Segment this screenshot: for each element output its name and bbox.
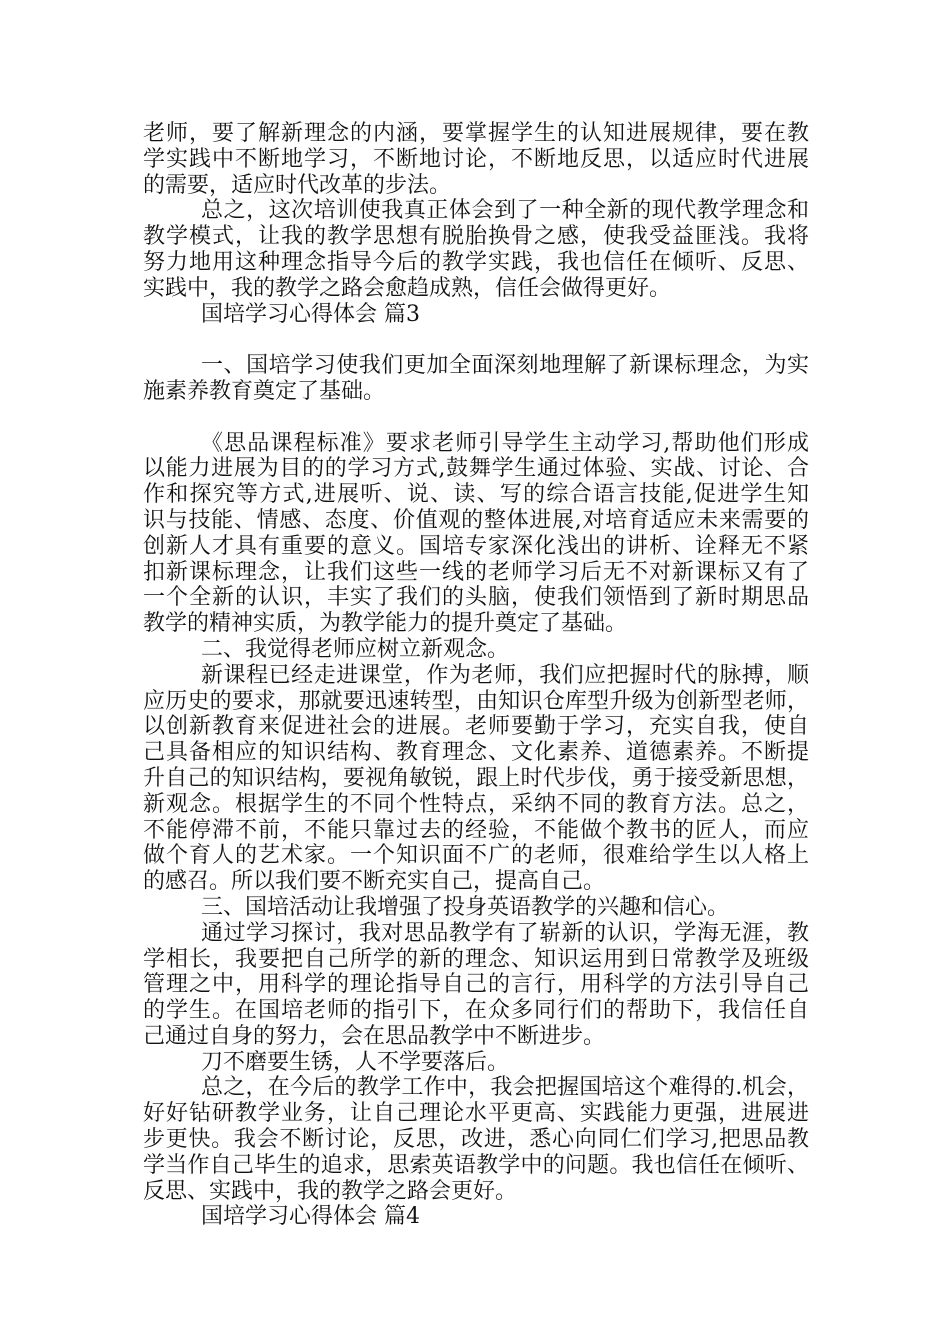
text-line: 总之，在今后的教学工作中，我会把握国培这个难得的.机会， xyxy=(201,1075,809,1101)
text-line: 识与技能、情感、态度、价值观的整体进展,对培育适应未来需要的 xyxy=(143,507,809,533)
text-line: 教学的精神实质，为教学能力的提升奠定了基础。 xyxy=(143,611,628,637)
text-line: 应历史的要求，那就要迅速转型，由知识仓库型升级为创新型老师， xyxy=(143,688,809,714)
text-line: 创新人才具有重要的意义。国培专家深化浅出的讲析、诠释无不紧 xyxy=(143,533,809,559)
text-line: 老师，要了解新理念的内涵，要掌握学生的认知进展规律，要在教 xyxy=(143,121,809,146)
text-line: 管理之中，用科学的理论指导自己的言行，用科学的方法引导自己 xyxy=(143,972,809,998)
text-line: 以能力进展为目的的学习方式,鼓舞学生通过体验、实战、讨论、合 xyxy=(143,456,809,482)
text-line: 新观念。根据学生的不同个性特点，采纳不同的教育方法。总之， xyxy=(143,791,809,817)
text-line: 的需要，适应时代改革的步法。 xyxy=(143,172,452,198)
text-line: 扣新课标理念，让我们这些一线的老师学习后无不对新课标又有了 xyxy=(143,559,809,585)
text-line: 做个育人的艺术家。一个知识面不广的老师，很难给学生以人格上 xyxy=(143,843,809,869)
text-line: 《思品课程标准》要求老师引导学生主动学习,帮助他们形成 xyxy=(201,430,809,456)
text-line: 不能停滞不前，不能只靠过去的经验，不能做个教书的匠人，而应 xyxy=(143,817,809,843)
blank-line xyxy=(143,405,809,431)
text-line: 升自己的知识结构，要视角敏锐，跟上时代步伐，勇于接受新思想， xyxy=(143,765,809,791)
section-heading: 国培学习心得体会 篇4 xyxy=(201,1204,420,1230)
text-line: 的学生。在国培老师的指引下，在众多同行们的帮助下，我信任自 xyxy=(143,998,809,1024)
text-line: 学实践中不断地学习，不断地讨论，不断地反思，以适应时代进展 xyxy=(143,146,809,172)
text-line: 学相长，我要把自己所学的新的理念、知识运用到日常教学及班级 xyxy=(143,946,809,972)
text-line: 总之，这次培训使我真正体会到了一种全新的现代教学理念和 xyxy=(201,198,809,224)
text-line: 实践中，我的教学之路会愈趋成熟，信任会做得更好。 xyxy=(143,275,672,301)
text-line: 反思、实践中，我的教学之路会更好。 xyxy=(143,1178,518,1204)
text-line: 作和探究等方式,进展听、说、读、写的综合语言技能,促进学生知 xyxy=(143,482,809,508)
text-line: 的感召。所以我们要不断充实自己，提高自己。 xyxy=(143,869,606,895)
section-heading: 国培学习心得体会 篇3 xyxy=(201,301,420,327)
text-line: 以创新教育来促进社会的进展。老师要勤于学习，充实自我，使自 xyxy=(143,714,809,740)
text-line: 新课程已经走进课堂，作为老师，我们应把握时代的脉搏，顺 xyxy=(201,662,809,688)
blank-line xyxy=(143,327,809,353)
text-line: 教学模式，让我的教学思想有脱胎换骨之感，使我受益匪浅。我将 xyxy=(143,224,809,250)
text-line: 通过学习探讨，我对思品教学有了崭新的认识，学海无涯，教 xyxy=(201,920,809,946)
text-line: 施素养教育奠定了基础。 xyxy=(143,378,386,404)
text-line: 三、国培活动让我增强了投身英语教学的兴趣和信心。 xyxy=(201,894,730,920)
document-body xyxy=(143,121,809,1230)
text-line: 一、国培学习使我们更加全面深刻地理解了新课标理念，为实 xyxy=(201,353,809,379)
text-line: 己通过自身的努力，会在思品教学中不断进步。 xyxy=(143,1023,606,1049)
text-line: 好好钻研教学业务，让自己理论水平更高、实践能力更强，进展进 xyxy=(143,1101,809,1127)
text-line: 努力地用这种理念指导今后的教学实践，我也信任在倾听、反思、 xyxy=(143,249,809,275)
text-line: 二、我觉得老师应树立新观念。 xyxy=(201,636,510,662)
text-line: 刀不磨要生锈，人不学要落后。 xyxy=(201,1049,510,1075)
text-line: 己具备相应的知识结构、教育理念、文化素养、道德素养。不断提 xyxy=(143,740,809,766)
text-line: 一个全新的认识，丰实了我们的头脑，使我们领悟到了新时期思品 xyxy=(143,585,809,611)
text-line: 步更快。我会不断讨论，反思，改进，悉心向同仁们学习,把思品教 xyxy=(143,1127,809,1153)
text-line: 学当作自己毕生的追求，思索英语教学中的问题。我也信任在倾听、 xyxy=(143,1152,809,1178)
